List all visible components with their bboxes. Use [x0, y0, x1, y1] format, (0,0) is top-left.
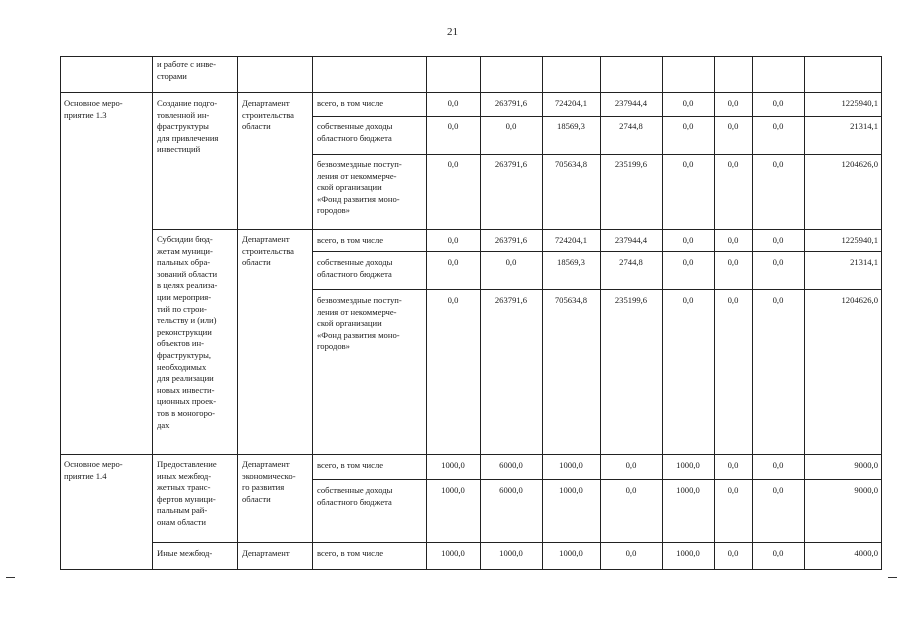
page-number: 21: [447, 26, 458, 38]
value-cell: 0,0: [772, 295, 784, 305]
value-cell: 0,0: [772, 159, 784, 169]
funding-source: безвозмездные поступ- ления от некоммерче- ской организации «Фонд развития моно- городов»: [317, 159, 402, 216]
value-cell: 0,0: [772, 235, 784, 245]
funding-source: безвозмездные поступ- ления от некоммерче- ской организации «Фонд развития моно- городов»: [317, 295, 402, 352]
value-cell: 1000,0: [441, 460, 465, 470]
task-name: Создание подго- товленной ин- фраструктуры для привлечения инвестиций: [157, 98, 219, 155]
value-cell: 0,0: [772, 548, 784, 558]
value-cell: 0,0: [772, 485, 784, 495]
value-cell: 0,0: [447, 98, 459, 108]
value-cell: 0,0: [682, 295, 694, 305]
value-cell: 0,0: [727, 295, 739, 305]
funding-source: всего, в том числе: [317, 235, 384, 245]
value-cell: 0,0: [682, 98, 694, 108]
value-cell: 2744,8: [619, 257, 643, 267]
funding-source: собственные доходы областного бюджета: [317, 485, 393, 507]
value-cell: 0,0: [505, 121, 517, 131]
value-cell: 237944,4: [614, 235, 648, 245]
task-name: Иные межбюд-: [157, 548, 213, 558]
value-cell: 0,0: [682, 159, 694, 169]
value-cell: 0,0: [727, 257, 739, 267]
value-cell: 1000,0: [676, 485, 700, 495]
value-cell: 705634,8: [554, 159, 588, 169]
value-cell: 18569,3: [557, 121, 585, 131]
measure-name: Основное меро- приятие 1.3: [64, 98, 123, 120]
value-cell: 0,0: [727, 460, 739, 470]
value-cell: 263791,6: [494, 159, 528, 169]
carry-over-task: и работе с инве- сторами: [157, 59, 216, 81]
total-cell: 1225940,1: [841, 235, 878, 245]
value-cell: 0,0: [727, 98, 739, 108]
value-cell: 2744,8: [619, 121, 643, 131]
value-cell: 0,0: [772, 121, 784, 131]
value-cell: 235199,6: [614, 159, 648, 169]
funding-source: собственные доходы областного бюджета: [317, 121, 393, 143]
value-cell: 705634,8: [554, 295, 588, 305]
value-cell: 1000,0: [559, 460, 583, 470]
budget-table: [60, 56, 882, 570]
value-cell: 263791,6: [494, 98, 528, 108]
total-cell: 21314,1: [850, 257, 878, 267]
value-cell: 1000,0: [559, 548, 583, 558]
funding-source: всего, в том числе: [317, 98, 384, 108]
total-cell: 1225940,1: [841, 98, 878, 108]
value-cell: 0,0: [447, 121, 459, 131]
executor-name: Департамент строительства области: [242, 234, 294, 268]
value-cell: 0,0: [682, 121, 694, 131]
value-cell: 1000,0: [676, 548, 700, 558]
value-cell: 18569,3: [557, 257, 585, 267]
total-cell: 4000,0: [854, 548, 878, 558]
value-cell: 0,0: [682, 257, 694, 267]
executor-name: Департамент строительства области: [242, 98, 294, 132]
funding-source: всего, в том числе: [317, 460, 384, 470]
value-cell: 0,0: [447, 159, 459, 169]
value-cell: 1000,0: [676, 460, 700, 470]
value-cell: 1000,0: [441, 548, 465, 558]
crop-mark: [888, 577, 897, 578]
executor-name: Департамент: [242, 548, 290, 558]
value-cell: 1000,0: [559, 485, 583, 495]
value-cell: 0,0: [625, 548, 637, 558]
funding-source: всего, в том числе: [317, 548, 384, 558]
total-cell: 1204626,0: [841, 159, 878, 169]
value-cell: 0,0: [727, 548, 739, 558]
task-name: Предоставление иных межбюд- жетных транс- фертов муници- пальным рай- онам области: [157, 459, 217, 527]
value-cell: 263791,6: [494, 295, 528, 305]
value-cell: 6000,0: [499, 460, 523, 470]
value-cell: 0,0: [727, 485, 739, 495]
value-cell: 237944,4: [614, 98, 648, 108]
funding-source: собственные доходы областного бюджета: [317, 257, 393, 279]
value-cell: 724204,1: [554, 98, 588, 108]
value-cell: 0,0: [772, 257, 784, 267]
total-cell: 1204626,0: [841, 295, 878, 305]
task-name: Субсидии бюд- жетам муници- пальных обра- зований области в целях реализа- ции мероприя- тий по строи- тельству и (или) реконструкции объектов ин- фраструктуры, необходимых для реализации новых инвести- ционных проек- тов в моногоро- дах: [157, 234, 218, 430]
value-cell: 1000,0: [499, 548, 523, 558]
value-cell: 1000,0: [441, 485, 465, 495]
value-cell: 0,0: [625, 485, 637, 495]
value-cell: 0,0: [447, 235, 459, 245]
value-cell: 235199,6: [614, 295, 648, 305]
value-cell: 6000,0: [499, 485, 523, 495]
value-cell: 0,0: [447, 295, 459, 305]
value-cell: 0,0: [727, 159, 739, 169]
value-cell: 0,0: [772, 460, 784, 470]
value-cell: 0,0: [447, 257, 459, 267]
total-cell: 9000,0: [854, 485, 878, 495]
measure-name: Основное меро- приятие 1.4: [64, 459, 123, 481]
value-cell: 0,0: [727, 235, 739, 245]
total-cell: 9000,0: [854, 460, 878, 470]
total-cell: 21314,1: [850, 121, 878, 131]
value-cell: 0,0: [682, 235, 694, 245]
value-cell: 0,0: [505, 257, 517, 267]
crop-mark: [6, 577, 15, 578]
value-cell: 263791,6: [494, 235, 528, 245]
value-cell: 0,0: [727, 121, 739, 131]
value-cell: 0,0: [625, 460, 637, 470]
executor-name: Департамент экономическо- го развития области: [242, 459, 296, 504]
value-cell: 0,0: [772, 98, 784, 108]
value-cell: 724204,1: [554, 235, 588, 245]
